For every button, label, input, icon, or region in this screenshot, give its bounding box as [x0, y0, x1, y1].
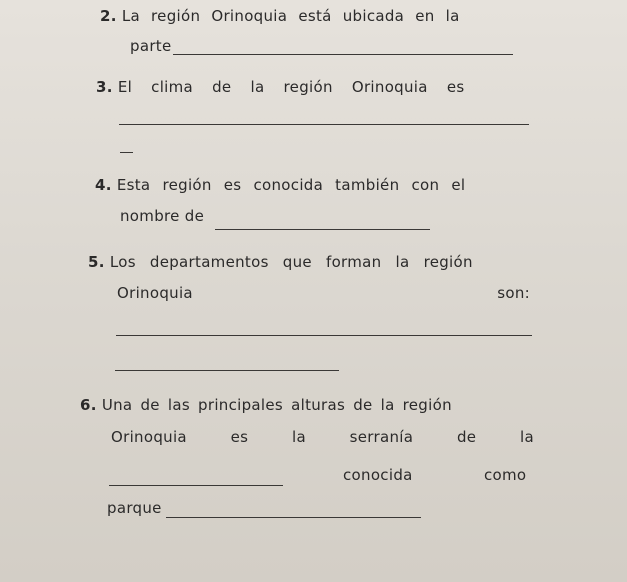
answer-blank[interactable]	[166, 517, 421, 518]
question-text: son:	[497, 284, 530, 302]
question-number: 3.	[96, 78, 113, 96]
question-text: parte	[130, 37, 172, 55]
question-3	[96, 78, 464, 96]
question-text: parque	[107, 499, 162, 517]
question-2-continuation	[130, 37, 172, 55]
question-6-line-3b	[484, 466, 526, 484]
question-word: la	[520, 428, 534, 446]
question-word: conocida	[343, 466, 413, 484]
question-word: es	[230, 428, 249, 446]
answer-blank[interactable]	[215, 229, 430, 230]
answer-blank[interactable]	[116, 335, 532, 336]
answer-blank[interactable]	[119, 124, 529, 125]
question-number: 5.	[88, 253, 105, 271]
question-text: Orinoquia	[117, 284, 193, 302]
question-5-continuation	[117, 284, 530, 302]
question-word: Orinoquia	[111, 428, 187, 446]
question-4	[95, 176, 465, 194]
question-text: nombre de	[120, 207, 205, 225]
question-text: La región Orinoquia está ubicada en la	[121, 7, 460, 25]
question-6	[80, 396, 452, 414]
question-word: de	[456, 428, 477, 446]
question-word: como	[484, 466, 527, 484]
question-number: 2.	[100, 7, 117, 25]
question-2	[100, 7, 532, 25]
question-word: la	[291, 428, 306, 446]
question-number: 4.	[95, 176, 112, 194]
question-6-line-3a	[343, 466, 413, 484]
question-5	[88, 253, 473, 271]
question-word: serranía	[349, 428, 414, 446]
answer-blank[interactable]	[109, 485, 283, 486]
answer-blank[interactable]	[120, 152, 133, 153]
question-text: Una de las principales alturas de la región	[101, 396, 452, 414]
question-4-continuation	[120, 207, 204, 225]
question-number: 6.	[80, 396, 97, 414]
question-text: Esta región es conocida también con el	[116, 176, 466, 194]
question-6-line-2	[111, 428, 534, 446]
answer-blank[interactable]	[115, 370, 339, 371]
answer-blank[interactable]	[173, 54, 513, 55]
question-text: Los departamentos que forman la región	[109, 253, 473, 271]
question-text: El clima de la región Orinoquia es	[117, 78, 465, 96]
question-6-line-4	[107, 499, 162, 517]
